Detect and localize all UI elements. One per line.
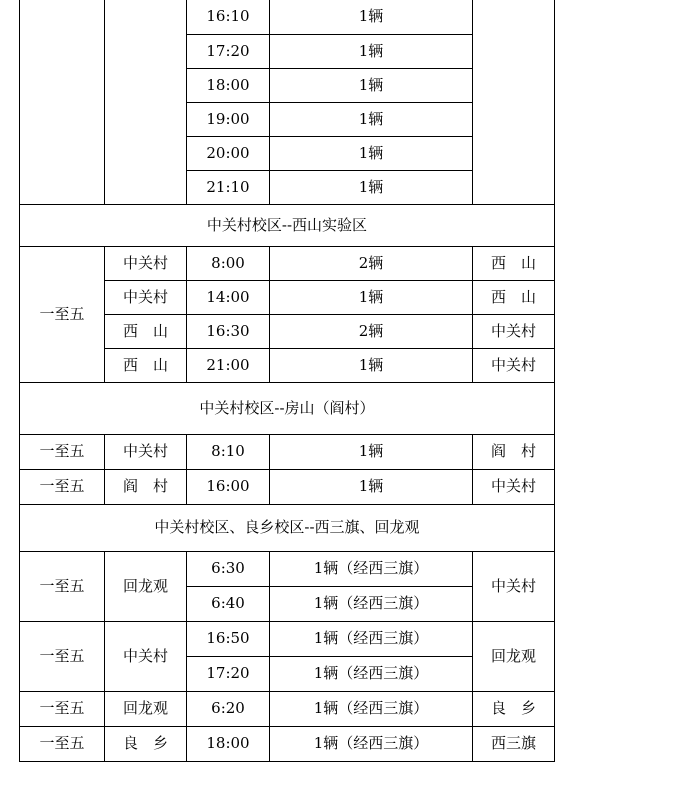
count-cell: 1辆 — [270, 102, 473, 136]
count-cell: 1辆 — [270, 68, 473, 102]
time-cell: 16:10 — [187, 0, 270, 34]
table-row — [20, 691, 555, 726]
count-cell: 1辆（经西三旗） — [270, 726, 473, 761]
section-title-xisanqi: 中关村校区、良乡校区--西三旗、回龙观 — [20, 504, 555, 551]
days-cell — [20, 0, 105, 204]
table-row — [20, 551, 555, 586]
days-cell: 一至五 — [20, 726, 105, 761]
to-cell: 阎 村 — [473, 434, 555, 469]
time-cell: 6:30 — [187, 551, 270, 586]
to-cell: 中关村 — [473, 469, 555, 504]
to-cell: 回龙观 — [473, 621, 555, 691]
count-cell: 1辆 — [270, 434, 473, 469]
table-row — [20, 726, 555, 761]
time-cell: 18:00 — [187, 726, 270, 761]
to-cell: 西 山 — [473, 246, 555, 280]
to-cell: 良 乡 — [473, 691, 555, 726]
count-cell: 1辆 — [270, 170, 473, 204]
table-row — [20, 434, 555, 469]
table-row — [20, 246, 555, 280]
table-row — [20, 0, 555, 34]
time-cell: 6:20 — [187, 691, 270, 726]
from-cell: 西 山 — [105, 314, 187, 348]
from-cell: 中关村 — [105, 434, 187, 469]
from-cell: 中关村 — [105, 280, 187, 314]
days-cell: 一至五 — [20, 551, 105, 621]
count-cell: 1辆 — [270, 469, 473, 504]
count-cell: 1辆（经西三旗） — [270, 586, 473, 621]
shuttle-schedule-table — [19, 0, 555, 762]
time-cell: 20:00 — [187, 136, 270, 170]
count-cell: 1辆（经西三旗） — [270, 621, 473, 656]
count-cell: 1辆 — [270, 280, 473, 314]
days-cell: 一至五 — [20, 246, 105, 382]
time-cell: 16:00 — [187, 469, 270, 504]
from-cell: 阎 村 — [105, 469, 187, 504]
table-row — [20, 469, 555, 504]
from-cell: 西 山 — [105, 348, 187, 382]
count-cell: 1辆 — [270, 34, 473, 68]
from-cell: 中关村 — [105, 621, 187, 691]
count-cell: 2辆 — [270, 246, 473, 280]
count-cell: 1辆（经西三旗） — [270, 691, 473, 726]
from-cell: 回龙观 — [105, 551, 187, 621]
count-cell: 1辆（经西三旗） — [270, 656, 473, 691]
from-cell — [105, 0, 187, 204]
count-cell: 2辆 — [270, 314, 473, 348]
time-cell: 18:00 — [187, 68, 270, 102]
time-cell: 8:10 — [187, 434, 270, 469]
to-cell: 中关村 — [473, 551, 555, 621]
section-title-xishan: 中关村校区--西山实验区 — [20, 204, 555, 246]
time-cell: 19:00 — [187, 102, 270, 136]
from-cell: 中关村 — [105, 246, 187, 280]
time-cell: 16:30 — [187, 314, 270, 348]
time-cell: 21:10 — [187, 170, 270, 204]
section-title-fangshan: 中关村校区--房山（阎村） — [20, 382, 555, 434]
table-row — [20, 621, 555, 656]
to-cell: 中关村 — [473, 314, 555, 348]
count-cell: 1辆（经西三旗） — [270, 551, 473, 586]
time-cell: 14:00 — [187, 280, 270, 314]
time-cell: 17:20 — [187, 656, 270, 691]
section-header-row — [20, 382, 555, 434]
to-cell: 西 山 — [473, 280, 555, 314]
days-cell: 一至五 — [20, 621, 105, 691]
days-cell: 一至五 — [20, 434, 105, 469]
count-cell: 1辆 — [270, 348, 473, 382]
from-cell: 回龙观 — [105, 691, 187, 726]
time-cell: 21:00 — [187, 348, 270, 382]
from-cell: 良 乡 — [105, 726, 187, 761]
to-cell: 西三旗 — [473, 726, 555, 761]
to-cell: 中关村 — [473, 348, 555, 382]
time-cell: 16:50 — [187, 621, 270, 656]
days-cell: 一至五 — [20, 469, 105, 504]
time-cell: 8:00 — [187, 246, 270, 280]
days-cell: 一至五 — [20, 691, 105, 726]
time-cell: 17:20 — [187, 34, 270, 68]
to-cell — [473, 0, 555, 204]
count-cell: 1辆 — [270, 0, 473, 34]
section-header-row — [20, 204, 555, 246]
section-header-row — [20, 504, 555, 551]
time-cell: 6:40 — [187, 586, 270, 621]
count-cell: 1辆 — [270, 136, 473, 170]
